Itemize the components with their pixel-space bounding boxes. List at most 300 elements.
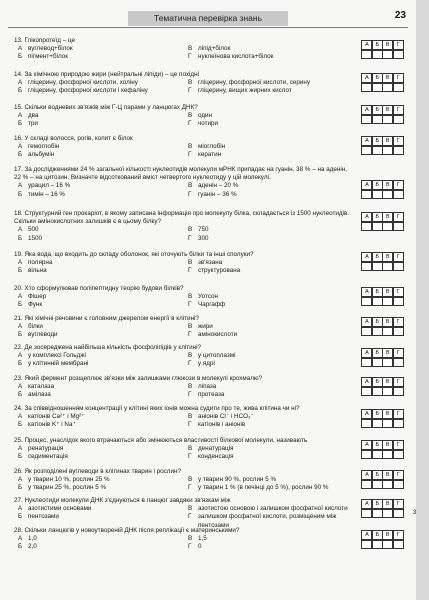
- answer-grid-letter: Г: [393, 105, 404, 115]
- answer-grid-letter: А: [361, 40, 372, 50]
- option-letter: Б: [18, 301, 23, 309]
- option-text: ліпід+білок: [198, 45, 231, 53]
- question-21: [14, 315, 354, 340]
- answer-cell[interactable]: [372, 419, 383, 428]
- side-mark: 3: [413, 510, 417, 516]
- answer-cell[interactable]: [393, 297, 404, 306]
- question-stem: 14. За хімічною природою жири (нейтральні ліпіди) – це похідні: [14, 71, 199, 78]
- option-letter: В: [188, 476, 193, 484]
- option-text: вуглевод+білок: [28, 45, 73, 53]
- answer-grid-letter: Г: [393, 440, 404, 450]
- answer-option: [14, 267, 184, 275]
- option-text: амілаза: [28, 391, 51, 399]
- answer-grid-cells: [362, 190, 406, 198]
- answer-cell[interactable]: [382, 83, 393, 92]
- option-letter: Б: [18, 331, 23, 339]
- option-letter: В: [188, 259, 193, 267]
- option-letter: В: [188, 45, 193, 53]
- option-text: міоглобін: [198, 143, 226, 151]
- answer-option: [184, 53, 354, 61]
- option-letter: Г: [188, 267, 192, 275]
- option-text: гліцерину, фосфорної кислоти, серину: [198, 79, 311, 87]
- answer-grid-letter: Г: [393, 348, 404, 358]
- answer-grid-letter: А: [361, 287, 372, 297]
- answer-cell[interactable]: [372, 83, 383, 92]
- question-stem: 16. У складі волосся, рогів, копит є білок: [14, 135, 133, 142]
- answer-cell[interactable]: [393, 146, 404, 155]
- header-title: Тематична перевірка знань: [128, 11, 288, 26]
- answer-option: [184, 182, 354, 190]
- answer-grid-cells: [362, 50, 406, 58]
- option-text: у тварин 1 % (в печінці до 5 %), рослин 90 %: [198, 484, 329, 492]
- option-letter: А: [18, 293, 23, 301]
- answer-option: [14, 323, 184, 331]
- option-letter: Г: [188, 301, 192, 309]
- answer-option: [14, 87, 184, 95]
- option-text: каталаза: [28, 383, 55, 391]
- option-text: три: [28, 120, 38, 128]
- answer-cell[interactable]: [361, 509, 372, 518]
- option-letter: Г: [188, 151, 192, 159]
- answer-cell[interactable]: [372, 146, 383, 155]
- answer-option: [184, 151, 354, 159]
- option-row: [14, 267, 354, 275]
- option-text: у тварин 90 %, рослин 5 %: [198, 476, 277, 484]
- answer-grid: [362, 137, 406, 155]
- answer-option: [14, 453, 184, 461]
- option-text: 1,0: [28, 535, 37, 543]
- answer-grid-cells: [362, 540, 406, 548]
- answer-cell[interactable]: [361, 115, 372, 124]
- answer-grid: [362, 74, 406, 92]
- answer-grid-letter: А: [361, 73, 372, 83]
- answer-grid-cells: [362, 419, 406, 427]
- answer-option: [14, 301, 184, 309]
- answer-grid-letter: В: [382, 40, 393, 50]
- answer-cell[interactable]: [361, 146, 372, 155]
- answer-cell[interactable]: [393, 480, 404, 489]
- option-text: полярна: [28, 259, 53, 267]
- answer-option: [184, 535, 354, 543]
- option-letter: Б: [18, 120, 23, 128]
- option-letter: А: [18, 505, 23, 513]
- option-letter: А: [18, 323, 23, 331]
- answer-cell[interactable]: [393, 222, 404, 231]
- answer-grid: [362, 318, 406, 336]
- question-20: [14, 285, 354, 310]
- answer-option: [184, 112, 354, 120]
- option-text: залишком фосфатної кислоти, розміщеним між пентозами: [198, 513, 337, 529]
- answer-option: [14, 476, 184, 484]
- answer-cell[interactable]: [372, 115, 383, 124]
- answer-cell[interactable]: [361, 387, 372, 396]
- answer-grid-letter: Б: [372, 136, 383, 146]
- answer-cell[interactable]: [361, 222, 372, 231]
- option-letter: В: [188, 352, 193, 360]
- question-22: [14, 344, 354, 369]
- answer-grid-letter: А: [361, 105, 372, 115]
- answer-grid-cells: [362, 509, 406, 517]
- option-text: у комплексі Гольджі: [28, 352, 86, 360]
- option-text: тимін – 16 %: [28, 190, 65, 198]
- answer-grid-letter: Б: [372, 348, 383, 358]
- question-16: [14, 135, 354, 160]
- option-text: 750: [198, 226, 209, 234]
- option-letter: В: [188, 413, 193, 421]
- answer-cell[interactable]: [393, 540, 404, 549]
- option-text: два: [28, 112, 39, 120]
- option-text: урацил – 16 %: [28, 182, 71, 190]
- option-letter: Г: [188, 391, 192, 399]
- option-letter: Г: [188, 331, 192, 339]
- answer-cell[interactable]: [393, 419, 404, 428]
- option-text: у тварин 10 %, рослин 25 %: [28, 476, 110, 484]
- answer-grid-letter: Г: [393, 252, 404, 262]
- answer-option: [14, 331, 184, 339]
- option-text: гліцерину, фосфорної кислоти і кефаліну: [28, 87, 148, 95]
- answer-cell[interactable]: [382, 115, 393, 124]
- answer-grid-letter: Г: [393, 287, 404, 297]
- answer-grid-letter: Б: [372, 252, 383, 262]
- answer-cell[interactable]: [361, 480, 372, 489]
- answer-grid: [362, 253, 406, 271]
- option-letter: А: [18, 383, 23, 391]
- question-stem: 18. Структурний ген прокаріот, в якому записана інформація про молекулу білка, складається із 1500 нуклеотидів. Скільки амінокислотних залишків є в цьому білку?: [14, 210, 350, 226]
- answer-grid-cells: [362, 450, 406, 458]
- answer-option: [14, 53, 184, 61]
- answer-option: [14, 535, 184, 543]
- option-letter: Б: [18, 190, 23, 198]
- answer-cell[interactable]: [382, 297, 393, 306]
- answer-cell[interactable]: [361, 358, 372, 367]
- answer-cell[interactable]: [372, 387, 383, 396]
- option-letter: В: [188, 383, 193, 391]
- option-letter: Б: [18, 267, 23, 275]
- option-text: 0: [198, 543, 202, 551]
- answer-grid-letter: А: [361, 317, 372, 327]
- option-text: пігмент+білок: [28, 53, 68, 61]
- question-25: [14, 437, 354, 462]
- option-letter: Г: [188, 484, 192, 492]
- answer-grid-letter: Г: [393, 317, 404, 327]
- answer-cell[interactable]: [372, 262, 383, 271]
- answer-grid: [362, 441, 406, 459]
- option-letter: В: [188, 293, 193, 301]
- answer-cell[interactable]: [372, 450, 383, 459]
- answer-cell[interactable]: [372, 50, 383, 59]
- answer-cell[interactable]: [382, 50, 393, 59]
- answer-option: [184, 360, 354, 368]
- answer-grid-letter: Г: [393, 530, 404, 540]
- option-text: у клітинній мембрані: [28, 360, 89, 368]
- answer-cell[interactable]: [361, 327, 372, 336]
- answer-option: [14, 360, 184, 368]
- answer-option: [14, 226, 184, 234]
- answer-option: [184, 391, 354, 399]
- question-15: [14, 104, 354, 129]
- answer-cell[interactable]: [382, 540, 393, 549]
- answer-grid-letter: Б: [372, 409, 383, 419]
- answer-grid-letter: Б: [372, 470, 383, 480]
- answer-cell[interactable]: [382, 387, 393, 396]
- answer-cell[interactable]: [382, 450, 393, 459]
- option-row: [14, 484, 354, 492]
- answer-cell[interactable]: [361, 190, 372, 199]
- option-letter: В: [188, 535, 193, 543]
- answer-grid-letter: А: [361, 499, 372, 509]
- answer-cell[interactable]: [382, 509, 393, 518]
- option-letter: В: [188, 182, 193, 190]
- option-row: [14, 331, 354, 339]
- answer-grid-letter: Г: [393, 212, 404, 222]
- answer-cell[interactable]: [372, 327, 383, 336]
- answer-cell[interactable]: [372, 358, 383, 367]
- answer-option: [184, 383, 354, 391]
- option-text: 500: [28, 226, 39, 234]
- option-text: аденін – 20 %: [198, 182, 239, 190]
- option-letter: А: [18, 259, 23, 267]
- option-letter: Г: [188, 53, 192, 61]
- answer-grid: [362, 378, 406, 396]
- answer-grid: [362, 471, 406, 489]
- answer-grid-letter: А: [361, 530, 372, 540]
- answer-cell[interactable]: [382, 480, 393, 489]
- answer-cell[interactable]: [393, 450, 404, 459]
- answer-grid-cells: [362, 480, 406, 488]
- option-letter: Б: [18, 543, 23, 551]
- answer-cell[interactable]: [361, 450, 372, 459]
- answer-cell[interactable]: [372, 509, 383, 518]
- option-letter: Б: [18, 87, 23, 95]
- answer-grid: [362, 410, 406, 428]
- answer-grid-letter: В: [382, 317, 393, 327]
- option-text: гуанін – 36 %: [198, 190, 237, 198]
- answer-option: [184, 421, 354, 429]
- option-row: [14, 143, 354, 151]
- option-letter: А: [18, 226, 23, 234]
- question-14: [14, 71, 354, 96]
- answer-cell[interactable]: [361, 297, 372, 306]
- option-row: [14, 182, 354, 190]
- answer-grid: [362, 181, 406, 199]
- option-text: катіонів K⁺ і Na⁺: [28, 421, 76, 429]
- option-text: катіонів Ca²⁺ і Mg²⁺: [28, 413, 85, 421]
- answer-grid-letter: Г: [393, 136, 404, 146]
- answer-cell[interactable]: [393, 387, 404, 396]
- option-row: [14, 226, 354, 234]
- answer-cell[interactable]: [361, 50, 372, 59]
- answer-grid-cells: [362, 327, 406, 335]
- answer-grid-cells: [362, 83, 406, 91]
- question-stem: 15. Скільки водневих зв'язків між Г-Ц парами у ланцюгах ДНК?: [14, 104, 198, 111]
- answer-grid-letter: Г: [393, 499, 404, 509]
- option-text: 2,0: [28, 543, 37, 551]
- answer-option: [184, 226, 354, 234]
- option-row: [14, 421, 354, 429]
- answer-cell[interactable]: [393, 509, 404, 518]
- option-text: у ядрі: [198, 360, 215, 368]
- answer-cell[interactable]: [393, 262, 404, 271]
- answer-option: [14, 151, 184, 159]
- option-letter: Г: [188, 360, 192, 368]
- answer-cell[interactable]: [372, 222, 383, 231]
- option-row: [14, 112, 354, 120]
- question-23: [14, 375, 354, 400]
- option-row: [14, 151, 354, 159]
- option-letter: Г: [188, 234, 192, 242]
- answer-cell[interactable]: [372, 297, 383, 306]
- answer-grid-letter: Б: [372, 287, 383, 297]
- option-letter: Б: [18, 151, 23, 159]
- option-row: [14, 87, 354, 95]
- option-letter: А: [18, 535, 23, 543]
- question-stem: 20. Хто сформулював поліпептидну теорію будови білків?: [14, 285, 184, 292]
- option-letter: А: [18, 143, 23, 151]
- answer-cell[interactable]: [361, 540, 372, 549]
- option-text: ліпаза: [198, 383, 217, 391]
- answer-grid-letter: Б: [372, 440, 383, 450]
- option-text: один: [198, 112, 213, 120]
- option-letter: В: [188, 323, 193, 331]
- answer-cell[interactable]: [372, 190, 383, 199]
- answer-option: [184, 453, 354, 461]
- option-letter: А: [18, 79, 23, 87]
- question-stem: 26. Як розподілені вуглеводи в клітинах тварин і рослин?: [14, 468, 181, 475]
- answer-grid-letter: А: [361, 409, 372, 419]
- answer-cell[interactable]: [393, 50, 404, 59]
- option-text: Функ: [28, 301, 43, 309]
- answer-option: [14, 505, 184, 513]
- answer-option: [14, 191, 184, 199]
- question-stem: 21. Які хімічні речовини є головним джерелом енергії в клітині?: [14, 315, 199, 322]
- answer-option: [14, 182, 184, 190]
- question-stem: 17. За дослідженнями 24 % загальної кількості нуклеотидів молекули мРНК припадає на гуанін, 38 % – на аденін, 22 % – на цитозин. Визначте відсоткований вміст четвертого нуклеотиду у цій молекулі.: [14, 166, 348, 182]
- option-row: [14, 453, 354, 461]
- answer-grid: [362, 500, 406, 518]
- option-letter: А: [18, 476, 23, 484]
- option-text: структурована: [198, 267, 241, 275]
- answer-grid: [362, 531, 406, 549]
- answer-cell[interactable]: [361, 262, 372, 271]
- question-stem: 25. Процес, унаслідок якого втрачаються або змінюються властивості білкової молекули, називають: [14, 437, 308, 444]
- option-row: [14, 235, 354, 243]
- answer-grid-letter: Б: [372, 317, 383, 327]
- answer-cell[interactable]: [382, 262, 393, 271]
- question-stem: 22. Де зосереджена найбільша кількість фосфоліпідів у клітині?: [14, 344, 202, 351]
- option-text: азотистою основою і залишком фосфатної кислоти: [198, 505, 348, 513]
- option-letter: В: [188, 112, 193, 120]
- answer-cell[interactable]: [393, 327, 404, 336]
- answer-grid-letter: Б: [372, 212, 383, 222]
- option-text: Уотсон: [198, 293, 218, 301]
- option-text: ренатурація: [28, 445, 64, 453]
- question-stem: 28. Скільки ланцюгів у новоутвореній ДНК після реплікації є материнськими?: [14, 527, 240, 534]
- question-18: [14, 210, 354, 243]
- option-letter: Б: [18, 391, 23, 399]
- answer-grid-letter: В: [382, 499, 393, 509]
- option-text: жири: [198, 323, 213, 331]
- answer-option: [184, 267, 354, 275]
- answer-cell[interactable]: [393, 83, 404, 92]
- answer-cell[interactable]: [382, 190, 393, 199]
- option-row: [14, 543, 354, 551]
- answer-grid-letter: А: [361, 212, 372, 222]
- answer-cell[interactable]: [393, 358, 404, 367]
- answer-option: [14, 235, 184, 243]
- option-row: [14, 391, 354, 399]
- answer-grid-letter: Г: [393, 180, 404, 190]
- answer-grid-letter: А: [361, 180, 372, 190]
- question-24: [14, 405, 354, 430]
- answer-cell[interactable]: [372, 540, 383, 549]
- answer-grid-letter: В: [382, 252, 393, 262]
- answer-grid-letter: В: [382, 409, 393, 419]
- answer-cell[interactable]: [382, 419, 393, 428]
- answer-grid-letter: В: [382, 180, 393, 190]
- answer-cell[interactable]: [382, 222, 393, 231]
- option-letter: В: [188, 445, 193, 453]
- question-27: [14, 497, 354, 530]
- option-letter: Г: [188, 543, 192, 551]
- option-text: гемоглобін: [28, 143, 60, 151]
- answer-grid-letter: В: [382, 348, 393, 358]
- answer-cell[interactable]: [361, 419, 372, 428]
- answer-cell[interactable]: [393, 190, 404, 199]
- answer-option: [184, 143, 354, 151]
- option-letter: А: [18, 45, 23, 53]
- option-row: [14, 301, 354, 309]
- option-text: денатурація: [198, 445, 234, 453]
- answer-grid-letter: В: [382, 440, 393, 450]
- option-letter: В: [188, 505, 193, 513]
- option-letter: А: [18, 445, 23, 453]
- answer-option: [14, 543, 184, 551]
- option-text: катіонів і аніонів: [198, 421, 246, 429]
- answer-grid-cells: [362, 262, 406, 270]
- answer-grid-cells: [362, 358, 406, 366]
- option-letter: Б: [18, 513, 23, 521]
- answer-grid-cells: [362, 146, 406, 154]
- answer-option: [14, 391, 184, 399]
- answer-grid-cells: [362, 387, 406, 395]
- option-letter: Б: [18, 453, 23, 461]
- option-letter: Г: [188, 120, 192, 128]
- answer-grid-letter: А: [361, 252, 372, 262]
- option-row: [14, 191, 354, 199]
- answer-option: [14, 112, 184, 120]
- answer-grid-letter: Б: [372, 499, 383, 509]
- option-text: нуклеїнова кислота+білок: [198, 53, 274, 61]
- answer-cell[interactable]: [382, 358, 393, 367]
- answer-grid-letter: Г: [393, 73, 404, 83]
- option-text: чотири: [198, 120, 219, 128]
- option-letter: В: [188, 226, 193, 234]
- option-letter: Б: [18, 234, 23, 242]
- answer-cell[interactable]: [382, 146, 393, 155]
- answer-grid-cells: [362, 222, 406, 230]
- option-row: [14, 53, 354, 61]
- answer-cell[interactable]: [372, 480, 383, 489]
- option-row: [14, 360, 354, 368]
- answer-option: [184, 331, 354, 339]
- question-28: [14, 527, 354, 552]
- answer-cell[interactable]: [393, 115, 404, 124]
- answer-cell[interactable]: [382, 327, 393, 336]
- option-row: [14, 323, 354, 331]
- answer-grid-letter: Б: [372, 73, 383, 83]
- answer-cell[interactable]: [361, 83, 372, 92]
- question-stem: 19. Яка вода, що входить до складу оболонок, які оточують білки та інші сполуки?: [14, 251, 254, 258]
